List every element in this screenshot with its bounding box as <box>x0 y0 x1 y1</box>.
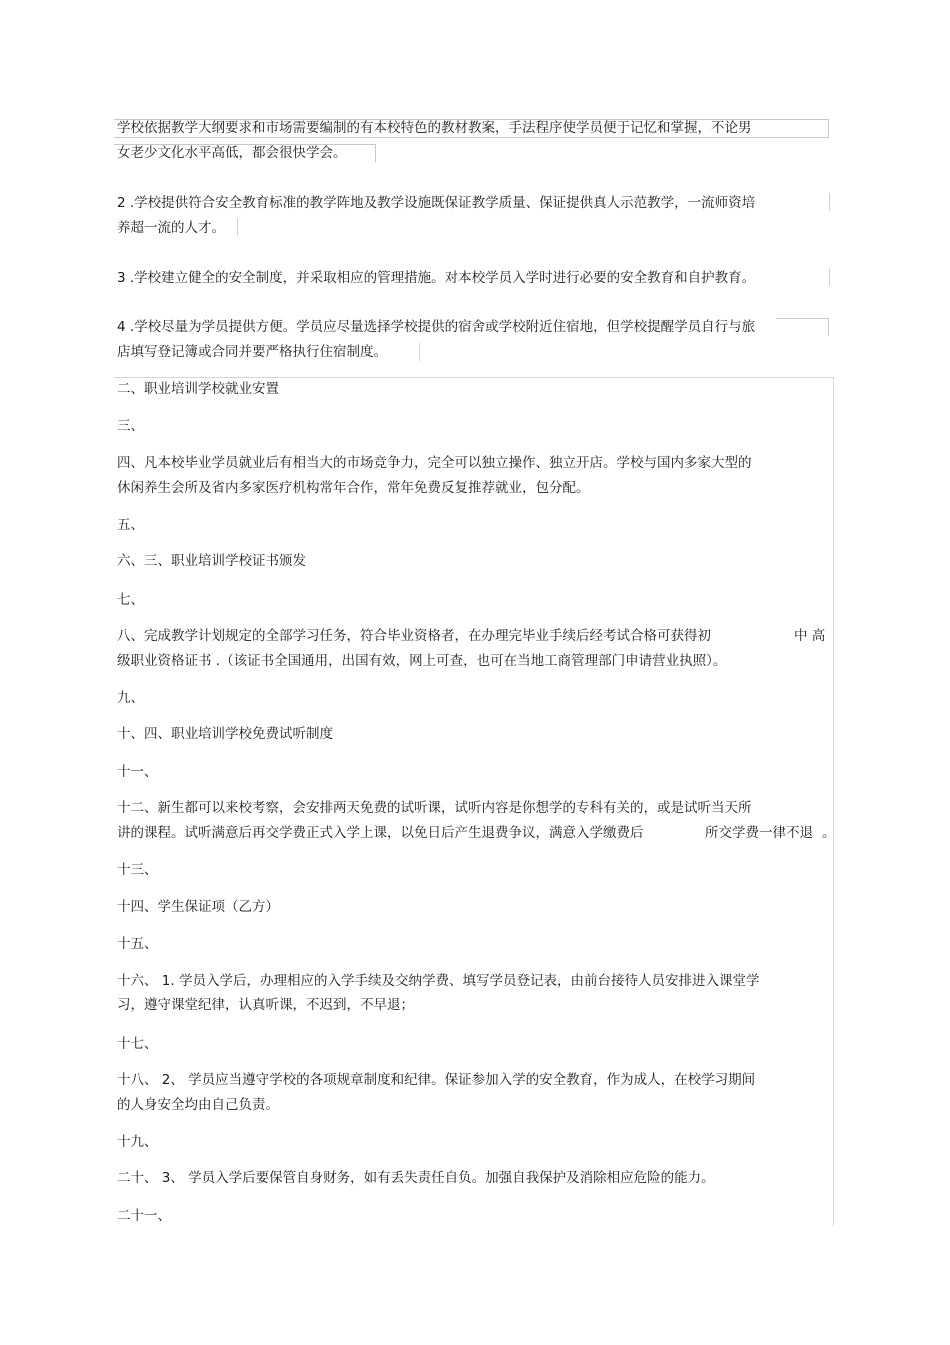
section-heading: 六、三、职业培训学校证书颁发 <box>117 553 306 569</box>
list-number: 十三、 <box>117 862 158 878</box>
body-line: 十二、新生都可以来校考察，会安排两天免费的试听课，试听内容是你想学的专科有关的，或是试听当天所 <box>117 800 752 816</box>
body-line: 四、凡本校毕业学员就业后有相当大的市场竞争力，完全可以独立操作、独立开店。学校与国内多家大型的 <box>117 455 752 471</box>
body-line: 讲的课程。试听满意后再交学费正式入学上课，以免日后产生退费争议，满意入学缴费后 <box>117 825 644 841</box>
list-number: 十一、 <box>117 764 158 780</box>
body-line: 休闲养生会所及省内多家医疗机构常年合作，常年免费反复推荐就业，包分配。 <box>117 480 590 496</box>
list-number: 九、 <box>117 690 144 706</box>
body-line: 3 .学校建立健全的安全制度，并采取相应的管理措施。对本校学员入学时进行必要的安全教育和自护教育。 <box>117 270 756 286</box>
section-heading: 十四、学生保证项（乙方） <box>117 899 279 915</box>
body-line: 二十、 3、 学员入学后要保管自身财务，如有丢失责任自负。加强自我保护及消除相应危险的能力。 <box>117 1170 715 1186</box>
section-heading: 二、职业培训学校就业安置 <box>117 381 279 397</box>
frame-line <box>419 343 420 361</box>
gap-word: 中 高 <box>794 628 826 644</box>
frame-line <box>237 218 238 236</box>
body-line: 八、完成教学计划规定的全部学习任务，符合毕业资格者，在办理完毕业手续后经考试合格可获得初 <box>117 628 711 644</box>
list-number: 七、 <box>117 592 144 608</box>
body-line: 4 .学校尽量为学员提供方便。学员应尽量选择学校提供的宿舍或学校附近住宿地，但学校提醒学员自行与旅 <box>117 319 756 335</box>
list-number: 十九、 <box>117 1134 158 1150</box>
list-number: 十七、 <box>117 1036 158 1052</box>
body-line: 的人身安全均由自己负责。 <box>117 1097 279 1113</box>
list-number: 十五、 <box>117 936 158 952</box>
list-number: 三、 <box>117 418 144 434</box>
body-line: 十六、 1. 学员入学后，办理相应的入学手续及交纳学费、填写学员登记表，由前台接待人员安排进入课堂学 <box>117 973 760 989</box>
body-line: 级职业资格证书 .（该证书全国通用，出国有效，网上可查，也可在当地工商管理部门申请营业执照）。 <box>117 653 727 669</box>
frame-line <box>829 193 830 211</box>
body-line: 店填写登记簿或合同并要严格执行住宿制度。 <box>117 344 387 360</box>
body-line: 2 .学校提供符合安全教育标准的教学阵地及教学设施既保证教学质量、保证提供真人示范教学，一流师资培 <box>117 195 756 211</box>
body-line: 养超一流的人才。 <box>117 220 225 236</box>
gap-word: 。 <box>822 825 836 841</box>
body-line: 女老少文化水平高低，都会很快学会。 <box>117 145 347 161</box>
body-line: 学校依据教学大纲要求和市场需要编制的有本校特色的教材教案，手法程序使学员便于记忆和掌握，不论男 <box>117 120 752 136</box>
paragraph-frame <box>776 318 829 336</box>
section-heading: 十、四、职业培训学校免费试听制度 <box>117 726 333 742</box>
list-number: 五、 <box>117 517 144 533</box>
gap-word: 所交学费一律不退 <box>705 825 813 841</box>
body-line: 十八、 2、 学员应当遵守学校的各项规章制度和纪律。保证参加入学的安全教育，作为成人，在校学习期间 <box>117 1072 756 1088</box>
frame-line <box>829 268 830 286</box>
list-number: 二十一、 <box>117 1208 171 1224</box>
body-line: 习，遵守课堂纪律，认真听课，不迟到，不早退； <box>117 997 414 1013</box>
